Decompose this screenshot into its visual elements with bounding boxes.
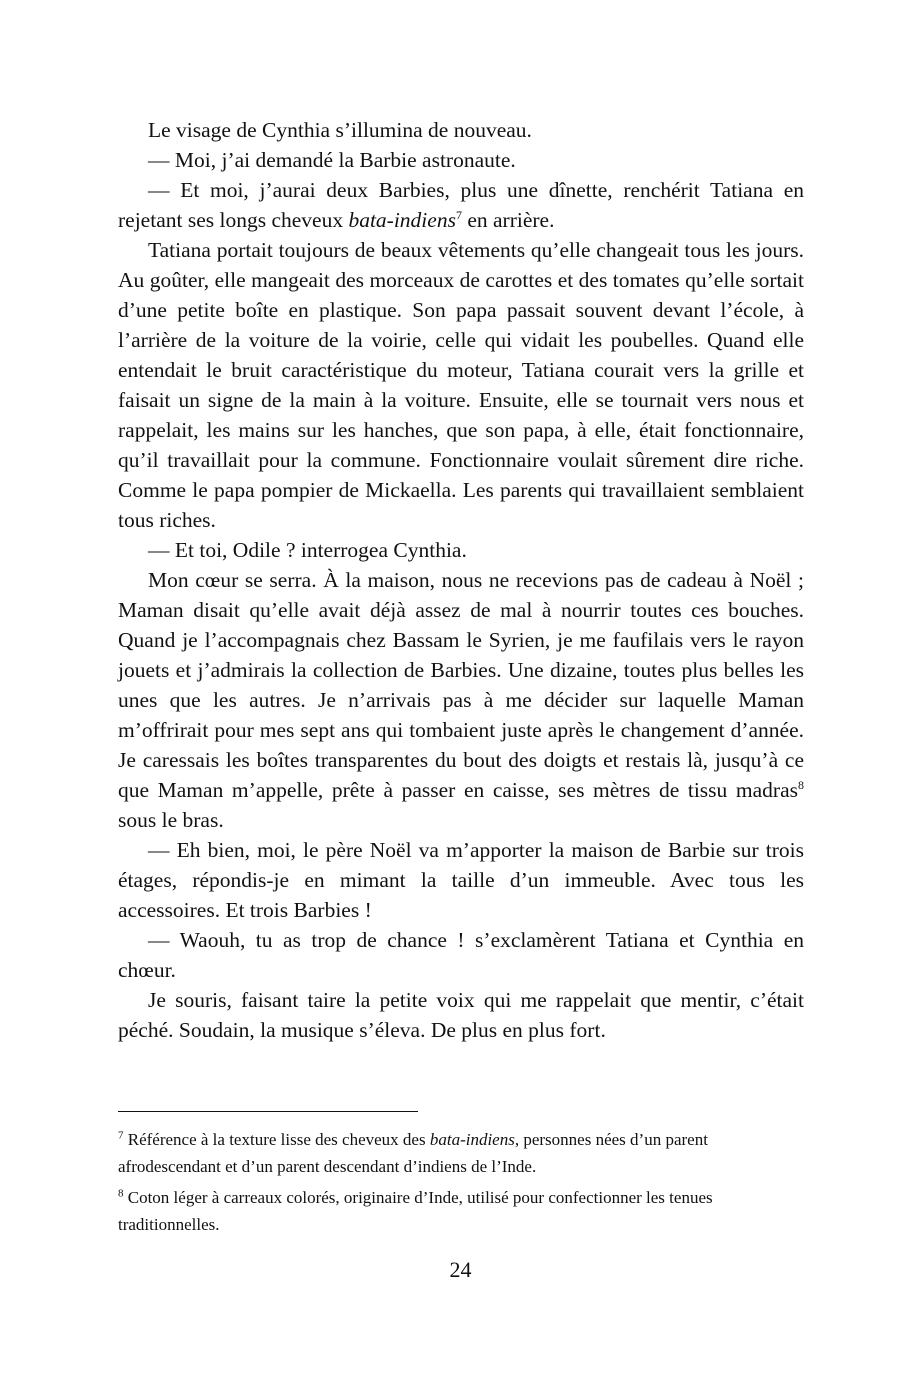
footnotes [118,1126,804,1242]
italic-term: bata-indiens [429,1130,515,1149]
footnote [118,1126,804,1180]
footnote-text: Référence à la texture lisse des cheveux des [123,1130,430,1149]
dialogue-line: — Waouh, tu as trop de chance ! s’exclamèrent Tatiana et Cynthia en chœur. [118,928,804,982]
footnote-ref: 7 [455,207,462,222]
paragraph [118,565,804,835]
paragraph: Le visage de Cynthia s’illumina de nouveau. [148,118,532,142]
footnote-ref: 8 [798,777,804,792]
footnote-number: 8 [118,1187,124,1200]
page-number: 24 [449,1257,472,1282]
text-run: Mon cœur se serra. À la maison, nous ne recevions pas de cadeau à Noël ; Maman disait qu’elle avait déjà assez de mal à nourrir toutes ces bouches. Quand je l’accompagnais chez Bassam le Syrien, je me faufilais vers le rayon jouets et j’admirais la collection de Barbies. Une dizaine, toutes plus belles les unes que les autres. Je n’arrivais pas à me décider sur laquelle Maman m’offrirait pour mes sept ans qui tombaient juste après le changement d’année. Je caressais les boîtes transparentes du bout des doigts et restais là, jusqu’à ce que Maman m’appelle, prête à passer en caisse, ses mètres de tissu madras [118,568,804,802]
paragraph: Tatiana portait toujours de beaux vêtements qu’elle changeait tous les jours. Au goûter, elle mangeait des morceaux de carottes et des tomates qu’elle sortait d’une petite boîte en plastique. Son papa passait souvent devant l’école, à l’arrière de la voiture de la voirie, celle qui vidait les poubelles. Quand elle entendait le bruit caractéristique du moteur, Tatiana courait vers la grille et faisait un signe de la main à la voiture. Ensuite, elle se tournait vers nous et rappelait, les mains sur les hanches, que son papa, à elle, était fonctionnaire, qu’il travaillait pour la commune. Fonctionnaire voulait sûrement dire riche. Comme le papa pompier de Mickaella. Les parents qui travaillaient semblaient tous riches. [118,238,804,532]
paragraph: Je souris, faisant taire la petite voix qui me rappelait que mentir, c’était péché. Soudain, la musique s’éleva. De plus en plus fort. [118,988,804,1042]
footnote-text: Coton léger à carreaux colorés, originaire d’Inde, utilisé pour confectionner les tenues traditionnelles. [118,1188,713,1234]
body-text [118,115,804,1045]
dialogue-line [118,175,804,235]
italic-term: bata-indiens [348,208,456,232]
dialogue-line: — Et toi, Odile ? interrogea Cynthia. [148,538,467,562]
footnote [118,1184,804,1238]
text-run: en arrière. [461,208,555,232]
text-run: — Et moi, j’aurai deux Barbies, plus une dînette, renchérit Tatiana en rejetant ses longs cheveux [118,178,804,232]
dialogue-line: — Moi, j’ai demandé la Barbie astronaute. [148,148,516,172]
footnote-number: 7 [118,1129,124,1142]
dialogue-line: — Eh bien, moi, le père Noël va m’apporter la maison de Barbie sur trois étages, répondis-je en mimant la taille d’un immeuble. Avec tous les accessoires. Et trois Barbies ! [118,838,804,922]
footnote-separator [118,1111,418,1112]
text-run: sous le bras. [118,808,224,832]
footnote-text: , personnes nées d’un parent afrodescendant et d’un parent descendant d’indiens de l’Inde. [118,1130,708,1176]
